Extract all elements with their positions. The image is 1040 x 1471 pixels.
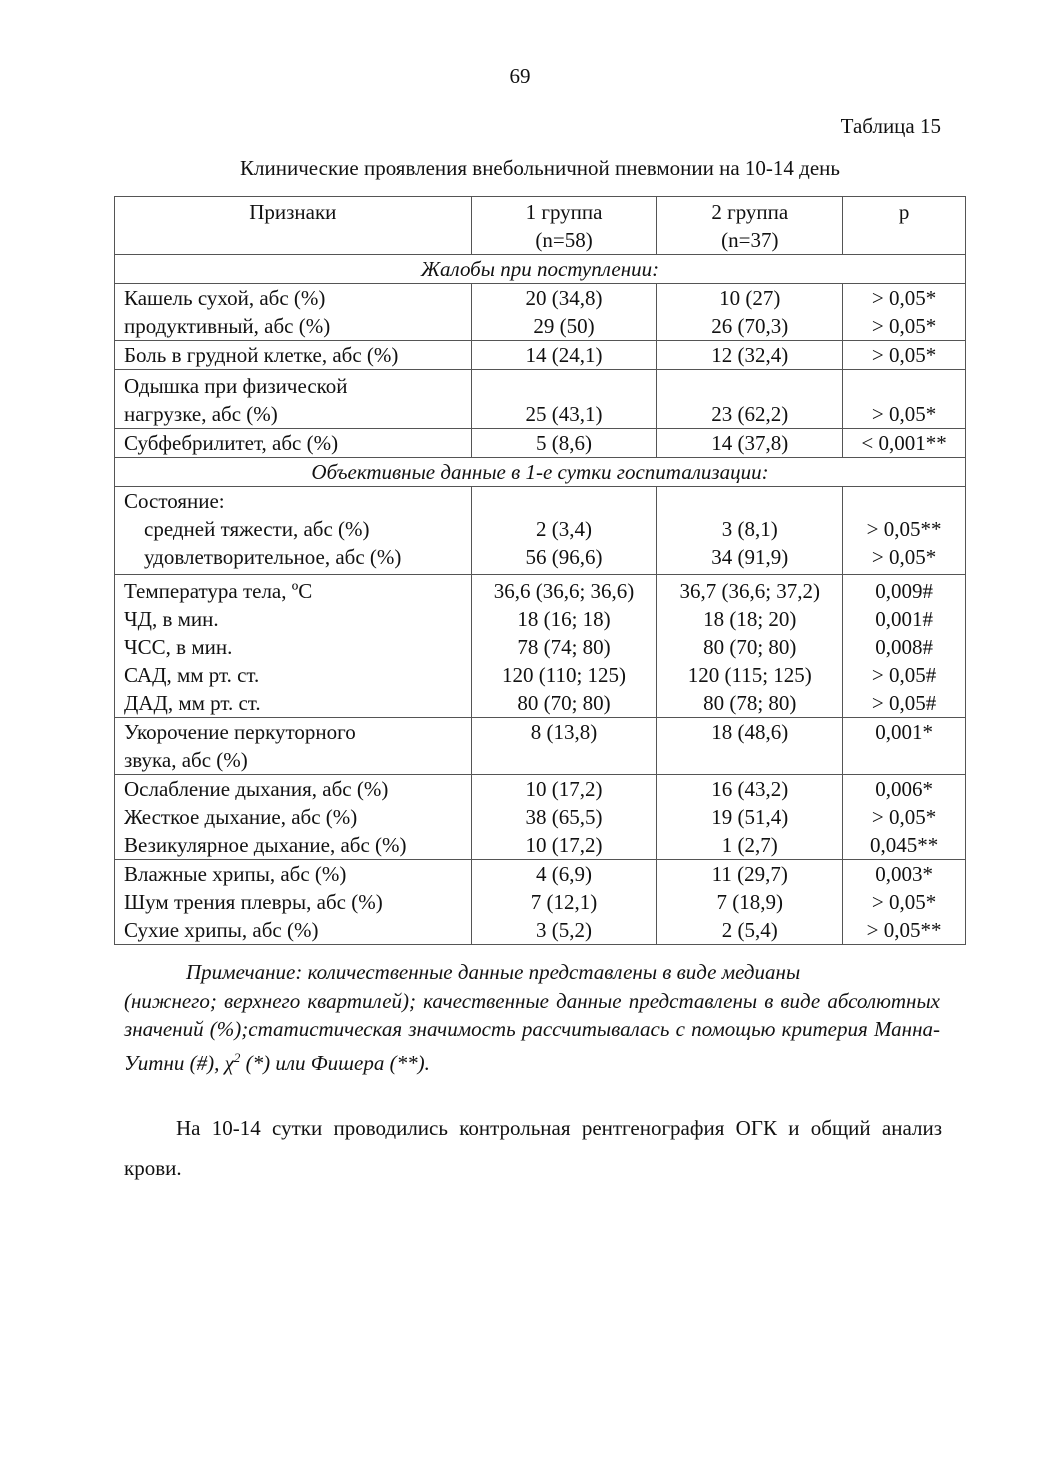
header-group2: 2 группа (n=37) — [657, 197, 843, 255]
group2-value: 11 (29,7) 7 (18,9) 2 (5,4) — [657, 860, 843, 945]
group1-value: 8 (13,8) — [471, 718, 657, 775]
group2-value: 18 (48,6) — [657, 718, 843, 775]
header-p: p — [843, 197, 966, 255]
header-group1: 1 группа (n=58) — [471, 197, 657, 255]
group2-value: 16 (43,2) 19 (51,4) 1 (2,7) — [657, 775, 843, 860]
group1-value: 4 (6,9) 7 (12,1) 3 (5,2) — [471, 860, 657, 945]
table-label: Таблица 15 — [840, 114, 941, 138]
page-number: 69 — [509, 64, 531, 88]
group2-value: 23 (62,2) — [657, 370, 843, 429]
p-value: < 0,001** — [843, 429, 966, 458]
row-label: Одышка при физической нагрузке, абс (%) — [115, 370, 472, 429]
p-value: 0,001* — [843, 718, 966, 775]
table-note — [124, 958, 940, 1077]
p-value: > 0,05* — [843, 370, 966, 429]
group1-value: 20 (34,8) 29 (50) — [471, 284, 657, 341]
table-header-row — [115, 197, 966, 255]
group2-value: 3 (8,1) 34 (91,9) — [657, 487, 843, 575]
p-value: > 0,05* — [843, 341, 966, 370]
table-row — [115, 487, 966, 575]
row-label: Температура тела, ºС ЧД, в мин. ЧСС, в мин. САД, мм рт. ст. ДАД, мм рт. ст. — [115, 575, 472, 718]
section-complaints: Жалобы при поступлении: — [115, 255, 966, 284]
body-paragraph: На 10-14 сутки проводились контрольная рентгенография ОГК и общий анализ крови. — [124, 1116, 942, 1180]
row-label: Ослабление дыхания, абс (%) Жесткое дыхание, абс (%) Везикулярное дыхание, абс (%) — [115, 775, 472, 860]
p-value: 0,003* > 0,05* > 0,05** — [843, 860, 966, 945]
p-value: 0,009# 0,001# 0,008# > 0,05# > 0,05# — [843, 575, 966, 718]
clinical-table — [114, 196, 966, 945]
group2-value: 14 (37,8) — [657, 429, 843, 458]
table-row — [115, 575, 966, 718]
group1-value: 14 (24,1) — [471, 341, 657, 370]
group2-value: 12 (32,4) — [657, 341, 843, 370]
group2-value: 36,7 (36,6; 37,2) 18 (18; 20) 80 (70; 80) 120 (115; 125) 80 (78; 80) — [657, 575, 843, 718]
group1-value: 25 (43,1) — [471, 370, 657, 429]
group1-value: 10 (17,2) 38 (65,5) 10 (17,2) — [471, 775, 657, 860]
table-row — [115, 860, 966, 945]
note-body: (нижнего; верхнего квартилей); качественные данные представлены в виде абсолютных значений (%);статистическая значимость рассчитывалась с помощью критерия Манна-Уитни (#), χ — [124, 988, 940, 1075]
section-row-objective — [115, 458, 966, 487]
section-objective: Объективные данные в 1-е сутки госпитализации: — [115, 458, 966, 487]
section-row-complaints — [115, 255, 966, 284]
row-label: Состояние: средней тяжести, абс (%) удовлетворительное, абс (%) — [115, 487, 472, 575]
table-row — [115, 775, 966, 860]
note-first-line: Примечание: количественные данные представлены в виде медианы — [186, 960, 801, 984]
row-label: Боль в грудной клетке, абс (%) — [115, 341, 472, 370]
table-row — [115, 718, 966, 775]
table-row — [115, 370, 966, 429]
table-row — [115, 341, 966, 370]
p-value: > 0,05** > 0,05* — [843, 487, 966, 575]
p-value: 0,006* > 0,05* 0,045** — [843, 775, 966, 860]
table-row — [115, 284, 966, 341]
table-title: Клинические проявления внебольничной пневмонии на 10-14 день — [240, 156, 840, 180]
row-label: Субфебрилитет, абс (%) — [115, 429, 472, 458]
group1-value: 2 (3,4) 56 (96,6) — [471, 487, 657, 575]
note-tail: (*) или Фишера (**). — [240, 1050, 430, 1075]
row-label: Влажные хрипы, абс (%) Шум трения плевры, абс (%) Сухие хрипы, абс (%) — [115, 860, 472, 945]
p-value: > 0,05* > 0,05* — [843, 284, 966, 341]
note-superscript: 2 — [233, 1049, 241, 1065]
row-label: Укорочение перкуторного звука, абс (%) — [115, 718, 472, 775]
group2-value: 10 (27) 26 (70,3) — [657, 284, 843, 341]
table-row — [115, 429, 966, 458]
header-signs: Признаки — [115, 197, 472, 255]
group1-value: 5 (8,6) — [471, 429, 657, 458]
row-label: Кашель сухой, абс (%) продуктивный, абс (%) — [115, 284, 472, 341]
group1-value: 36,6 (36,6; 36,6) 18 (16; 18) 78 (74; 80) 120 (110; 125) 80 (70; 80) — [471, 575, 657, 718]
